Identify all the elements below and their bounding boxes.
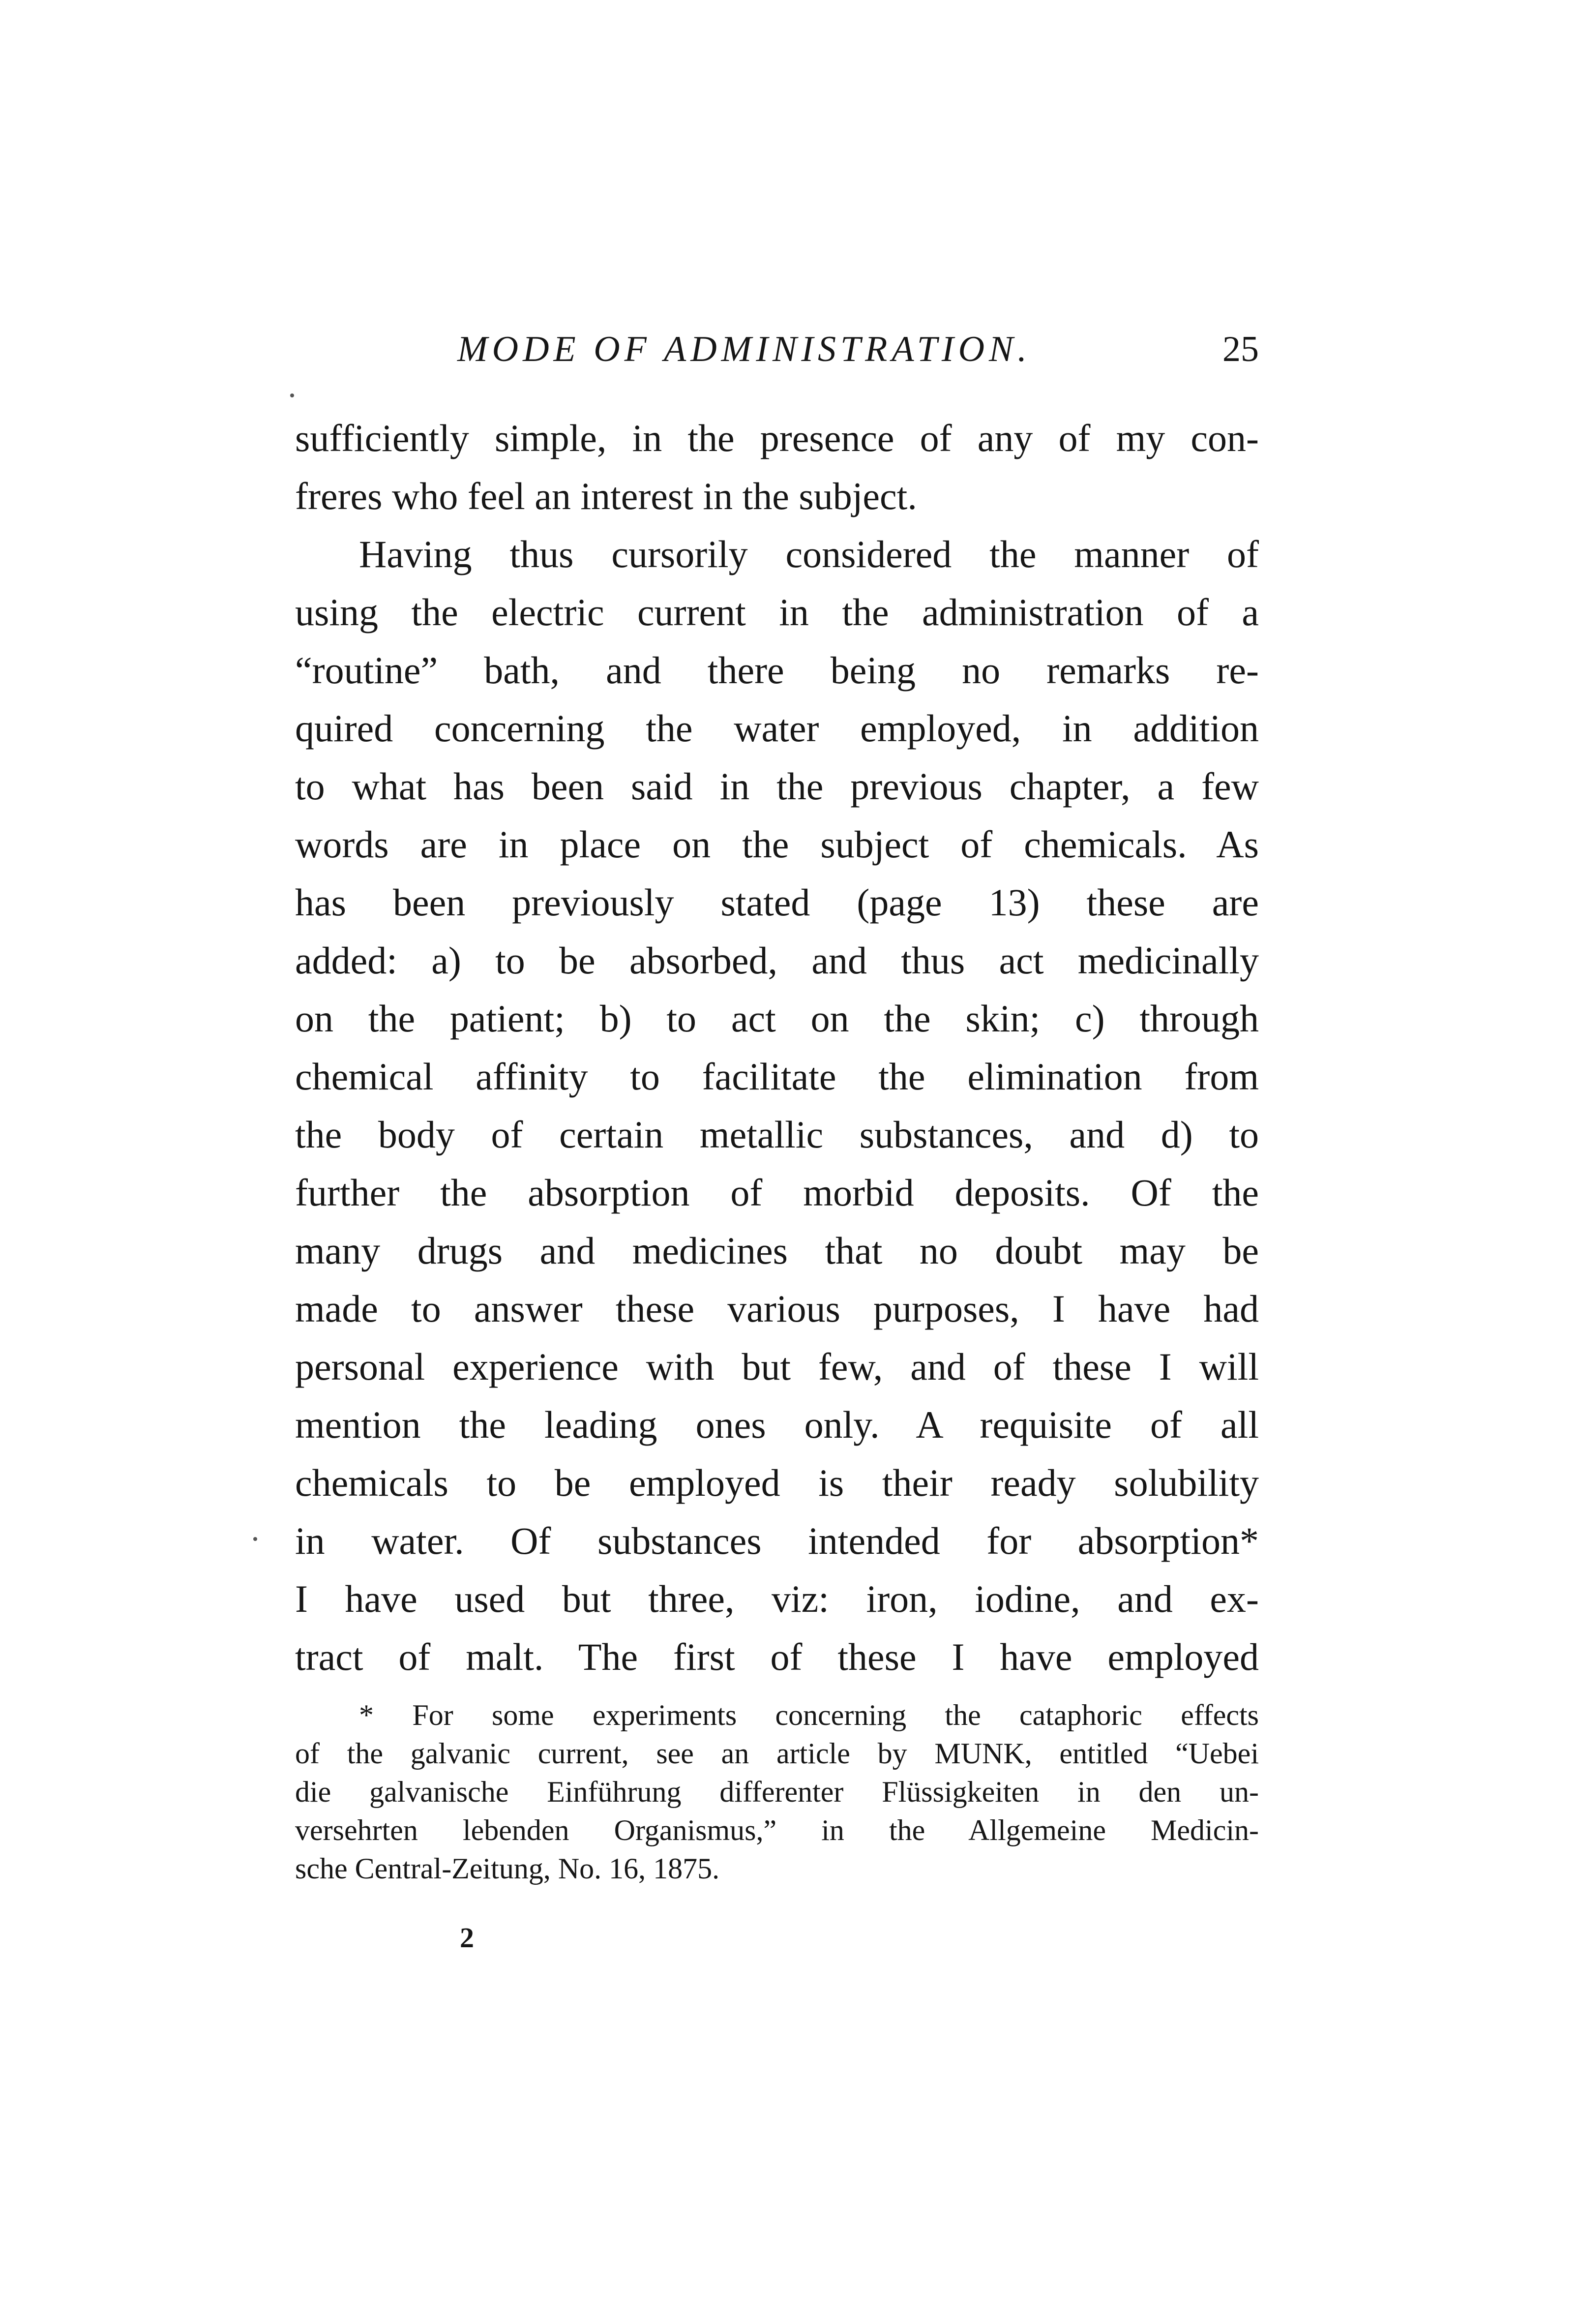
body-line: I have used but three, viz: iron, iodine, and ex-: [295, 1577, 1259, 1620]
body-line: made to answer these various purposes, I have had: [295, 1287, 1259, 1330]
body-line: Having thus cursorily considered the manner of: [359, 533, 1259, 575]
body-line: many drugs and medicines that no doubt may be: [295, 1229, 1259, 1272]
body-line: chemicals to be employed is their ready solubility: [295, 1461, 1259, 1504]
body-line: has been previously stated (page 13) these are: [295, 881, 1259, 924]
footnote-line: sche Central-Zeitung, No. 16, 1875.: [295, 1852, 720, 1885]
signature-mark: 2: [460, 1922, 474, 1954]
body-line: personal experience with but few, and of these I will: [295, 1345, 1259, 1388]
body-line: sufficiently simple, in the presence of any of my con-: [295, 417, 1259, 459]
body-line: freres who feel an interest in the subject.: [295, 475, 917, 517]
body-line: “routine” bath, and there being no remarks re-: [295, 649, 1259, 692]
body-line: mention the leading ones only. A requisite of all: [295, 1403, 1259, 1446]
body-line: to what has been said in the previous chapter, a few: [295, 765, 1259, 808]
stray-ink-dot: [290, 393, 294, 397]
footnote-line: * For some experiments concerning the cataphoric effects: [359, 1699, 1259, 1731]
body-line: added: a) to be absorbed, and thus act medicinally: [295, 939, 1259, 982]
footnote-line: die galvanische Einführung differenter Flüssigkeiten in den un-: [295, 1776, 1259, 1808]
body-line: using the electric current in the administration of a: [295, 591, 1259, 634]
page-number: 25: [1222, 329, 1259, 369]
body-text: [295, 409, 1259, 1686]
body-line: in water. Of substances intended for absorption*: [295, 1519, 1259, 1562]
body-line: words are in place on the subject of chemicals. As: [295, 823, 1259, 866]
body-line: further the absorption of morbid deposits. Of the: [295, 1171, 1259, 1214]
body-line: chemical affinity to facilitate the elimination from: [295, 1055, 1259, 1098]
body-line: quired concerning the water employed, in addition: [295, 707, 1259, 750]
footnote-line: of the galvanic current, see an article by MUNK, entitled “Uebei: [295, 1737, 1259, 1770]
body-line: on the patient; b) to act on the skin; c) through: [295, 997, 1259, 1040]
footnote: [295, 1696, 1259, 1888]
footnote-line: versehrten lebenden Organismus,” in the Allgemeine Medicin-: [295, 1814, 1259, 1846]
running-title: MODE OF ADMINISTRATION.: [457, 329, 1031, 369]
body-line: tract of malt. The first of these I have employed: [295, 1635, 1259, 1678]
body-line: the body of certain metallic substances, and d) to: [295, 1113, 1259, 1156]
page-header: [295, 322, 1259, 376]
stray-ink-dot: [253, 1537, 257, 1541]
